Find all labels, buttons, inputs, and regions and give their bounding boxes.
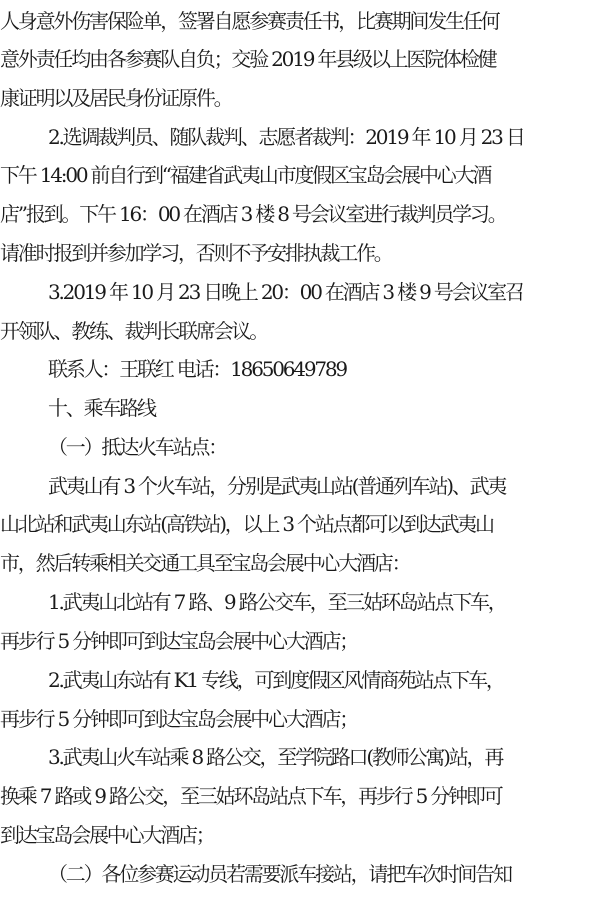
text-line: 换乘 7 路或 9 路公交，至三姑环岛站点下车，再步行 5 分钟即可 [0,784,502,808]
text-line: 请准时报到并参加学习，否则不予安排执裁工作。 [0,241,392,265]
text-line: 山北站和武夷山东站(高铁站)，以上 3 个站点都可以到达武夷山 [0,512,493,536]
text-line: 店”报到。下午 16：00 在酒店 3 楼 8 号会议室进行裁判员学习。 [0,202,506,226]
text-line: 2.武夷山东站有 K1 专线，可到度假区风情商苑站点下车， [48,668,504,692]
text-line: 武夷山有 3 个火车站，分别是武夷山站(普通列车站)、武夷 [48,474,506,498]
text-line: 人身意外伤害保险单，签署自愿参赛责任书，比赛期间发生任何 [0,9,499,33]
text-line: 开领队、教练、裁判长联席会议。 [0,319,267,343]
text-line: 2.选调裁判员、随队裁判、志愿者裁判：2019 年 10 月 23 日 [48,125,524,149]
contact-line: 联系人：王联红 电话：18650649789 [48,357,346,381]
text-line: 再步行 5 分钟即可到达宝岛会展中心大酒店； [0,707,358,731]
section-heading: 十、乘车路线 [48,396,155,420]
text-line: 市，然后转乘相关交通工具至宝岛会展中心大酒店： [0,551,410,575]
text-line: 康证明以及居民身份证原件。 [0,86,232,110]
text-line: 意外责任均由各参赛队自负；交验 2019 年县级以上医院体检健 [0,47,496,71]
subsection-heading: （一）抵达火车站点： [48,435,226,459]
subsection-heading: （二）各位参赛运动员若需要派车接站，请把车次时间告知 [48,862,511,886]
text-line: 3.武夷山火车站乘 8 路公交，至学院路口(教师公寓)站，再 [48,745,503,769]
text-line: 下午 14:00 前自行到“福建省武夷山市度假区宝岛会展中心大酒 [0,163,491,187]
text-line: 3.2019 年 10 月 23 日晚上 20：00 在酒店 3 楼 9 号会议室召 [48,280,523,304]
text-line: 到达宝岛会展中心大酒店； [0,823,214,847]
text-line: 1.武夷山北站有 7 路、9 路公交车，至三姑环岛站点下车， [48,590,506,614]
text-line: 再步行 5 分钟即可到达宝岛会展中心大酒店； [0,629,358,653]
